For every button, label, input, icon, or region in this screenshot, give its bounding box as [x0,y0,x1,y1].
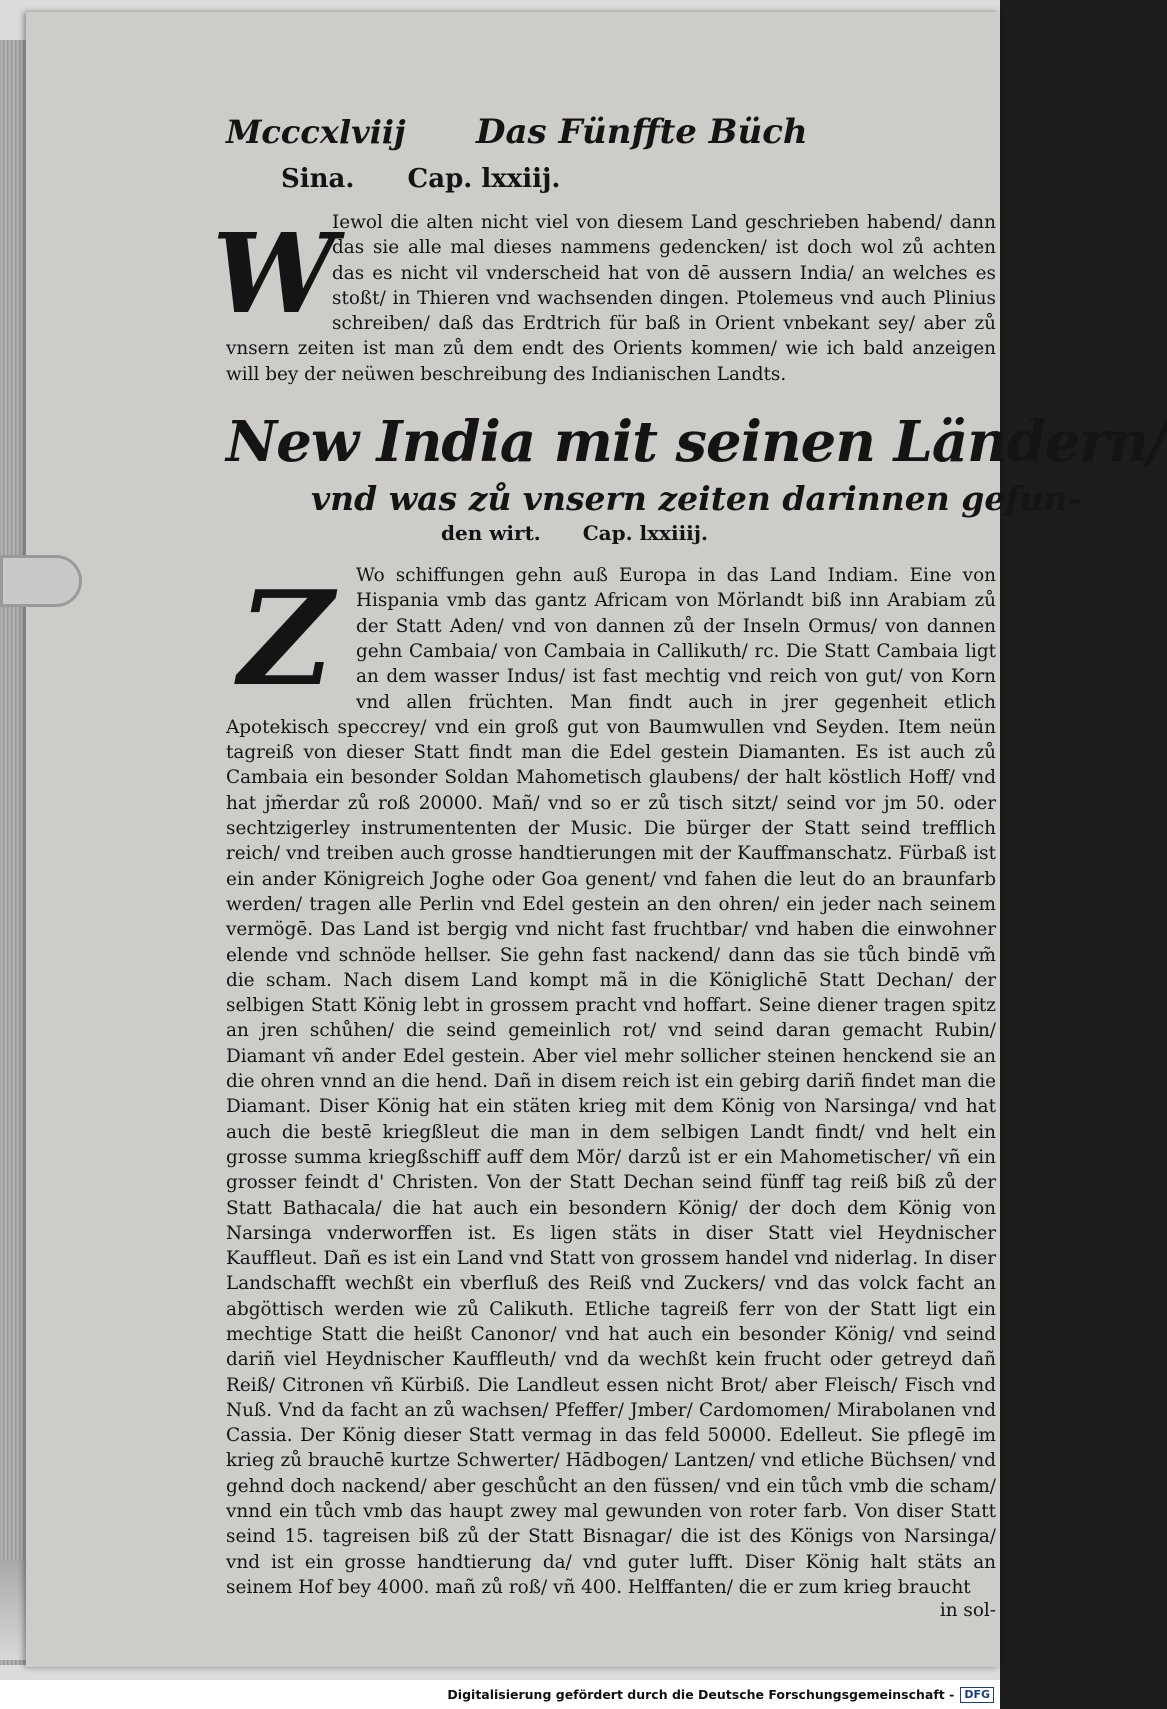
folio-number: Mcccxlviij [226,113,406,151]
chapter-74-heading-sub: vnd was zů vnsern zeiten darinnen gefun- [311,479,1082,519]
dfg-logo: DFG [960,1687,994,1703]
chapter-73-cap: Cap. lxxiij. [407,164,561,194]
digitization-footer [0,1680,1000,1709]
chapter-74-heading-end: den wirt. [441,521,541,546]
dropcap-z-initial: Z [238,562,334,716]
book-page [26,12,1167,1667]
chapter-73-name: Sina. [281,164,355,194]
chapter-73-title [281,164,996,210]
chapter-73-text: Iewol die alten nicht viel von diesem Land geschrieben habend/ dann das sie alle mal dieses nammens gedencken/ ist doch wol zů achten das es nicht vil vnderscheid hat von dē aussern India/ an welches es stoßt/ in Thieren vnd wachsenden dingen. Ptolemeus vnd auch Plinius schreiben/ daß das Erdtrich für baß in Orient vnbekant sey/ aber zů vnsern zeiten ist man zů dem endt des Orients kommen/ wie ich bald anzeigen will bey der neüwen beschreibung des Indianischen Landts. [226,212,996,385]
page-clip [0,555,82,607]
chapter-74-heading-main: New India mit seinen Ländern/ [226,409,1167,476]
book-title: Das Fünffte Büch [476,112,808,152]
chapter-74-paragraph [226,563,996,1600]
chapter-74-text: Wo schiffungen gehn auß Europa in das Land Indiam. Eine von Hispania vmb das gantz Africam von Mörlandt biß inn Arabiam zů der Statt Aden/ vnd von dannen zů der Inseln Ormus/ von dannen gehn Cambaia/ von Cambaia in Callikuth/ rc. Die Statt Cambaia ligt an dem wasser Indus/ ist fast mechtig vnd reich von gut/ von Korn vnd allen früchten. Man findt auch in jrer gegenheit etlich Apotekisch speccrey/ vnd ein groß gut von Baumwullen vnd Seyden. Item neün tagreiß von dieser Statt findt man die Edel gestein Diamanten. Es ist auch zů Cambaia ein besonder Soldan Mahometisch glaubens/ der halt köstlich Hoff/ vnd hat jm̃erdar zů roß 20000. Mañ/ vnd so er zů tisch sitzt/ seind vor jm 50. oder sechtzigerley instrumententen der Music. Die bürger der Statt seind trefflich reich/ vnd treiben auch grosse handtierungen mit der Kauffmanschatz. Fürbaß ist ein ander Königreich Joghe oder Goa genent/ vnd fahen die leut do an braunfarb werden/ tragen alle Perlin vnd Edel gestein an den ohren/ ein jeder nach seinem vermögē. Das Land ist bergig vnd nicht fast fruchtbar/ vnd haben die einwohner elende vnd schnöde hellser. Sie gehn fast nackend/ dann das sie tůch bindē vm̃ die scham. Nach disem Land kompt mã in die Königlichē Statt Dechan/ der selbigen Statt König lebt in grossem pracht vnd hoffart. Seine diener tragen spitz an jren schůhen/ die seind gemeinlich rot/ vnd seind daran gemacht Rubin/ Diamant vñ ander Edel gestein. Aber viel mehr sollicher steinen henckend sie an die ohren vnnd an die hend. Dañ in disem reich ist ein gebirg dariñ findet man die Diamant. Diser König hat ein stäten krieg mit dem König von Narsinga/ vnd hat auch die bestē kriegßleut die man in dem selbigen Landt findt/ vnd helt ein grosse summa kriegßschiff auff dem Mör/ darzů ist er ein Mahometischer/ vñ ein grosser feindt d' Christen. Von der Statt Dechan seind fünff tag reiß biß zů der Statt Bathacala/ die hat auch ein besondern König/ der doch dem König von Narsinga vnderworffen ist. Es ligen stäts in diser Statt viel Heydnischer Kauffleut. Dañ es ist ein Land vnd Statt von grossem handel vnd niderlag. In diser Landschafft wechßt ein vberfluß des Reiß vnd Zuckers/ vnd das volck facht an abgöttisch werden wie zů Calikuth. Etliche tagreiß ferr von der Statt ligt ein mechtige Statt die heißt Canonor/ vnd hat auch ein besonder König/ vnd seind dariñ viel Heydnischer Kauffleuth/ vnd da wechßt kein frucht oder getreyd dañ Reiß/ Citronen vñ Kürbiß. Die Landleut essen nicht Brot/ aber Fleisch/ Fisch vnd Nuß. Vnd da facht an zů wachsen/ Pfeffer/ Jmber/ Cardomomen/ Mirabolanen vnd Cassia. Der König dieser Statt vermag in das feld 50000. Edelleut. Sie pflegē im krieg zů brauchē kurtze Schwerter/ Hādbogen/ Lantzen/ vnd etliche Büchsen/ vnd gehnd doch nackend/ aber geschůcht an den füssen/ vnd ein tůch vmb die scham/ vnnd ein tůch vmb das haupt zwey mal gewunden von roter farb. Von diser Statt seind 15. tagreisen biß zů der Statt Bisnagar/ die ist des Königs von Narsinga/ vnd ist ein grosse handtierung da/ vnd guter lufft. Diser König halt stäts an seinem Hof bey 4000. mañ zů roß/ vñ 400. Helffanten/ die er zum krieg braucht [226,565,996,1598]
chapter-73-paragraph [212,209,996,387]
running-head [226,112,996,164]
footer-credit: Digitalisierung gefördert durch die Deutsche Forschungsgemeinschaft - [447,1687,955,1702]
catchword: in sol- [939,1600,996,1622]
chapter-74-cap: Cap. lxxiiij. [582,521,708,546]
dropcap-w-initial: W [212,209,336,338]
page-content [212,112,1167,1622]
chapter-74-cap-line [441,521,996,563]
